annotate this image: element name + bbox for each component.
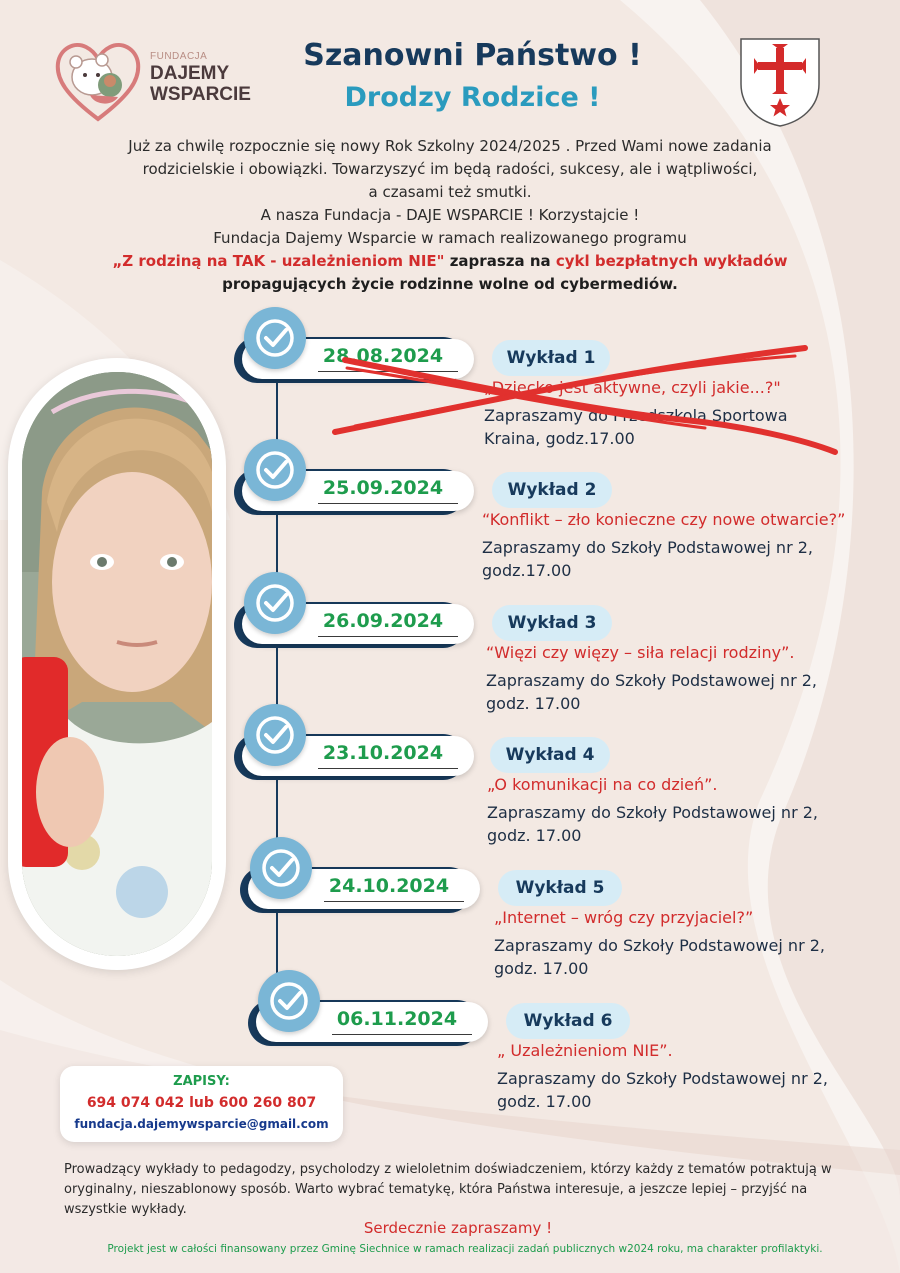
intro-line: A nasza Fundacja - DAJE WSPARCIE ! Korzystajcie ! (260, 206, 640, 224)
lecture-place-line-2: godz.17.00 (482, 561, 572, 580)
signup-label: ZAPISY: (173, 1074, 230, 1089)
lecture-place-line-1: Zapraszamy do Szkoły Podstawowej nr 2, (497, 1069, 828, 1088)
lecture-date: 06.11.2024 (336, 1008, 458, 1030)
checkmark-icon (253, 316, 297, 360)
lecturers-description: Prowadzący wykłady to pedagodzy, psycholodzy z wieloletnim doświadczeniem, którzy każdy z tematów potraktują w oryginalny, nieszablonowy sposób. Warto wybrać tematykę, która Państwa interesuje, a jeszcze lepiej – przyjść na wszystkie wykłady. (64, 1162, 832, 1217)
closing-invitation: Serdecznie zapraszamy ! (363, 1219, 553, 1237)
checkmark-icon (267, 979, 311, 1023)
lecture-date: 25.09.2024 (322, 477, 444, 499)
page-title: Szanowni Państwo ! (303, 38, 642, 73)
check-badge (244, 307, 306, 369)
email-link[interactable]: fundacja.dajemywsparcie@gmail.com (74, 1117, 329, 1131)
checkmark-icon (253, 448, 297, 492)
checkmark-icon (253, 581, 297, 625)
lecture-topic: “Więzi czy więzy – siła relacji rodziny”. (486, 643, 795, 662)
foundation-logo (52, 35, 267, 125)
lecture-topic: „O komunikacji na co dzień”. (487, 775, 718, 794)
lecture-date: 28.08.2024 (322, 345, 444, 367)
lecture-topic: „ Uzależnieniom NIE”. (497, 1041, 673, 1060)
lecture-topic: „Dziecko jest aktywne, czyli jakie...?" (484, 378, 781, 397)
logo-line-1: DAJEMY (150, 63, 230, 84)
logo-line-2: WSPARCIE (150, 84, 251, 105)
lecture-place-line-1: Zapraszamy do Szkoły Podstawowej nr 2, (487, 803, 818, 822)
checkmark-icon (253, 713, 297, 757)
invites-text: zaprasza na (444, 252, 556, 270)
lecture-place-line-2: Kraina, godz.17.00 (484, 429, 635, 448)
lecture-place-line-1: Zapraszamy do Szkoły Podstawowej nr 2, (482, 538, 813, 557)
coat-of-arms-icon (738, 36, 822, 128)
check-badge (258, 970, 320, 1032)
contact-box (60, 1066, 343, 1142)
phone-numbers[interactable]: 694 074 042 lub 600 260 807 (86, 1095, 317, 1111)
date-underline (332, 1034, 472, 1035)
cycle-text: cykl bezpłatnych wykładów (555, 252, 788, 270)
lecture-label: Wykład 6 (506, 1003, 630, 1039)
program-name: „Z rodziną na TAK - uzależnieniom NIE" (112, 252, 445, 270)
check-badge (250, 837, 312, 899)
lecture-label: Wykład 3 (492, 605, 612, 641)
page-subtitle: Drodzy Rodzice ! (344, 82, 601, 113)
check-badge (244, 704, 306, 766)
intro-line: Fundacja Dajemy Wsparcie w ramach realizowanego programu (213, 229, 687, 247)
date-underline (318, 768, 458, 769)
lecture-label: Wykład 2 (492, 472, 612, 508)
lecture-label: Wykład 4 (490, 737, 610, 773)
child-illustration (22, 372, 212, 956)
intro-line: Już za chwilę rozpocznie się nowy Rok Szkolny 2024/2025 . Przed Wami nowe zadania (128, 137, 772, 155)
lecture-place-line-2: godz. 17.00 (497, 1092, 592, 1111)
child-photo (22, 372, 212, 956)
intro-line: rodzicielskie i obowiązki. Towarzyszyć im będą radości, sukcesy, ale i wątpliwości, (142, 160, 758, 178)
date-underline (318, 636, 458, 637)
lecture-date: 26.09.2024 (322, 610, 444, 632)
lecture-label: Wykład 1 (492, 340, 610, 376)
lecture-place-line-1: Zapraszamy do Szkoły Podstawowej nr 2, (486, 671, 817, 690)
lecture-topic: “Konflikt – zło konieczne czy nowe otwarcie?” (482, 510, 846, 529)
check-badge (244, 439, 306, 501)
cancelled-cross-mark (325, 340, 845, 460)
intro-text (80, 135, 820, 296)
heart-bear-icon (52, 35, 144, 125)
logo-small-text: FUNDACJA (150, 51, 208, 62)
lecture-place-line-2: godz. 17.00 (487, 826, 582, 845)
check-badge (244, 572, 306, 634)
logo-name (150, 63, 251, 105)
funding-footer: Projekt jest w całości finansowany przez Gminę Siechnice w ramach realizacji zadań publicznych w2024 roku, ma charakter profilaktyki. (107, 1243, 823, 1255)
lecture-place-line-2: godz. 17.00 (494, 959, 589, 978)
lecture-date: 24.10.2024 (328, 875, 450, 897)
intro-line: propagujących życie rodzinne wolne od cybermediów. (222, 275, 678, 293)
lecture-place-line-1: Zapraszamy do Szkoły Podstawowej nr 2, (494, 936, 825, 955)
date-underline (318, 503, 458, 504)
lecture-topic: „Internet – wróg czy przyjaciel?” (494, 908, 754, 927)
lecture-place-line-1: Zapraszamy do Przedszkola Sportowa (484, 406, 788, 425)
checkmark-icon (259, 846, 303, 890)
intro-program-line (80, 250, 820, 273)
date-underline (324, 901, 464, 902)
lecture-date: 23.10.2024 (322, 742, 444, 764)
intro-line: a czasami też smutki. (368, 183, 532, 201)
lecture-label: Wykład 5 (498, 870, 622, 906)
lecture-place-line-2: godz. 17.00 (486, 694, 581, 713)
